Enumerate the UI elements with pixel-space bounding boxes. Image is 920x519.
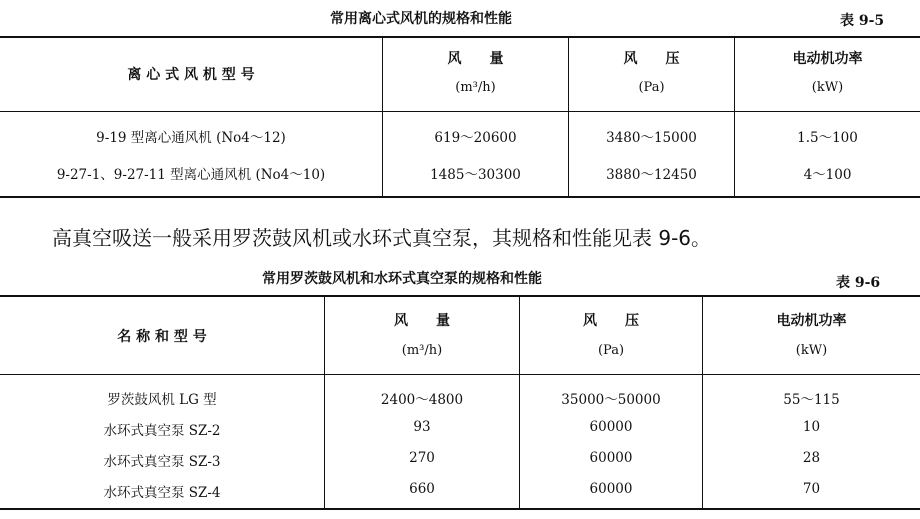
table2-header-power: 电动机功率 (776, 313, 847, 329)
table1-row2-model: 9-27-1、9-27-11 型离心通风机 (No4～10) (56, 167, 326, 183)
table2-row3-pressure: 60000 (589, 450, 633, 466)
table1-row1-model: 9-19 型离心通风机 (No4～12) (96, 130, 286, 146)
body-paragraph: 高真空吸送一般采用罗茨鼓风机或水环式真空泵，其规格和性能见表 9-6。 (52, 226, 712, 250)
table2-row4-airflow: 660 (409, 481, 435, 497)
table2-row2-name: 水环式真空泵 SZ-2 (103, 423, 221, 439)
table1-title: 常用离心式风机的规格和性能 (330, 11, 512, 27)
table2-row2-power: 10 (802, 419, 821, 435)
table2-header-power-unit: (kW) (795, 343, 828, 358)
table2-header-rule (0, 374, 920, 375)
table1-header-power: 电动机功率 (792, 51, 863, 67)
table1-top-rule (0, 36, 920, 38)
table1-header-airflow-unit: (m³/h) (455, 80, 496, 95)
table2-top-rule (0, 295, 920, 297)
table1-row2-power: 4～100 (803, 167, 852, 183)
table2-number: 表 9-6 (836, 275, 881, 291)
table1-row1-airflow: 619～20600 (434, 130, 517, 146)
table2-header-airflow-unit: (m³/h) (401, 343, 443, 358)
table2-row2-pressure: 60000 (589, 419, 633, 435)
table1-header-model: 离 心 式 风 机 型 号 (127, 67, 255, 83)
table1-header-rule (0, 111, 920, 112)
table2-row4-pressure: 60000 (589, 481, 633, 497)
table2-row2-airflow: 93 (413, 419, 431, 435)
table2-bottom-rule (0, 508, 920, 510)
table2-row3-airflow: 270 (409, 450, 435, 466)
table1-row2-airflow: 1485～30300 (430, 167, 521, 183)
table1-header-power-unit: (kW) (811, 80, 844, 95)
table2-row1-pressure: 35000～50000 (561, 392, 661, 408)
table1-bottom-rule (0, 196, 920, 198)
table1-row1-pressure: 3480～15000 (606, 130, 697, 146)
table2-row4-power: 70 (802, 481, 821, 497)
table2-row1-power: 55～115 (783, 392, 840, 408)
table1-header-pressure: 风 压 (623, 51, 680, 67)
table1-row2-pressure: 3880～12450 (606, 167, 697, 183)
table2-row3-power: 28 (802, 450, 821, 466)
table2-row3-name: 水环式真空泵 SZ-3 (103, 454, 221, 470)
table1-header-pressure-unit: (Pa) (638, 80, 665, 95)
table2-header-pressure-unit: (Pa) (597, 343, 625, 358)
table2-row4-name: 水环式真空泵 SZ-4 (103, 485, 221, 501)
table1-number: 表 9-5 (840, 13, 885, 29)
table1-row1-power: 1.5～100 (797, 130, 858, 146)
table2-header-name: 名 称 和 型 号 (117, 329, 207, 345)
table2-row1-airflow: 2400～4800 (380, 392, 464, 408)
table2-row1-name: 罗茨鼓风机 LG 型 (107, 392, 217, 408)
table2-title: 常用罗茨鼓风机和水环式真空泵的规格和性能 (262, 271, 542, 287)
table2-header-airflow: 风 量 (394, 313, 450, 329)
table2-header-pressure: 风 压 (583, 313, 639, 329)
table1-header-airflow: 风 量 (447, 51, 504, 67)
